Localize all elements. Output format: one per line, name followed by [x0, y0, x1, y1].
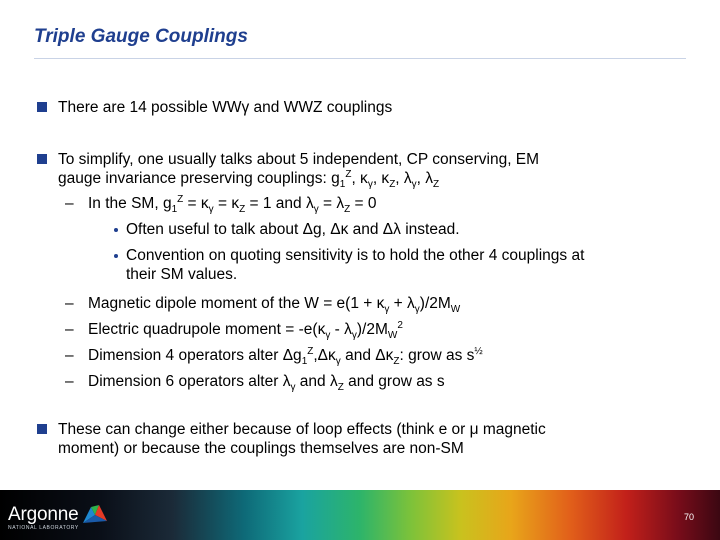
- dot-bullet-icon: [114, 228, 118, 232]
- logo-subtitle: NATIONAL LABORATORY: [8, 524, 79, 531]
- dot-bullet-icon: [114, 254, 118, 258]
- bullet-couplings-count: There are 14 possible WWγ and WWZ couplings: [58, 98, 688, 117]
- dash-bullet: –: [65, 373, 74, 390]
- dash-bullet: –: [65, 195, 74, 212]
- slide-title: Triple Gauge Couplings: [34, 26, 248, 47]
- square-bullet-icon: [37, 102, 47, 112]
- bullet-non-sm: These can change either because of loop effects (think e or μ magnetic moment) or because the couplings themselves are non-SM: [58, 420, 688, 458]
- dash-bullet: –: [65, 321, 74, 338]
- subsub-convention: Convention on quoting sensitivity is to hold the other 4 couplings at their SM values.: [126, 246, 666, 284]
- dash-bullet: –: [65, 347, 74, 364]
- sub-magnetic-dipole: – Magnetic dipole moment of the $W = e(1 + \kappa_\gamma + \lambda_\gamma)/2M_W$: [65, 295, 461, 316]
- argonne-triangle-icon: [81, 503, 109, 525]
- square-bullet-icon: [37, 424, 47, 434]
- subsub-delta-params: Often useful to talk about Δg, Δκ and Δλ instead.: [126, 220, 666, 239]
- dash-bullet: –: [65, 295, 74, 312]
- couplings-list: gauge invariance preserving couplings: $g_1^Z$, $\kappa_\gamma$, $\kappa_Z$, $\lambda_\gamma$, $\lambda_Z$: [58, 168, 440, 191]
- sub-dimension-6: – Dimension 6 operators alter $\lambda_\gamma$ and $\lambda_Z$ and grow as s: [65, 373, 445, 394]
- argonne-logo: [8, 502, 109, 532]
- bullet-simplify: To simplify, one usually talks about 5 independent, CP conserving, EM gauge invariance preserving couplings: $g_1^Z$, $\kappa_\gamma$, $\kappa_Z$, $\lambda_\gamma$, $\lambda_Z$: [58, 150, 688, 188]
- page-number: 70: [683, 512, 694, 522]
- square-bullet-icon: [37, 154, 47, 164]
- sub-electric-quadrupole: – Electric quadrupole moment = $-e(\kappa_\gamma - \lambda_\gamma)/2M_W^2$: [65, 319, 403, 342]
- sub-dimension-4: – Dimension 4 operators alter $\Delta g_1^Z,\Delta\kappa_\gamma$ and $\Delta\kappa_Z$: grow as $s^{\frac{1}{2}}$: [65, 345, 483, 368]
- logo-wordmark: Argonne: [8, 503, 79, 525]
- sub-sm-values: – In the SM, $g_1^Z = \kappa_\gamma = \kappa_Z = 1$ and $\lambda_\gamma = \lambda_Z = 0$: [65, 193, 377, 216]
